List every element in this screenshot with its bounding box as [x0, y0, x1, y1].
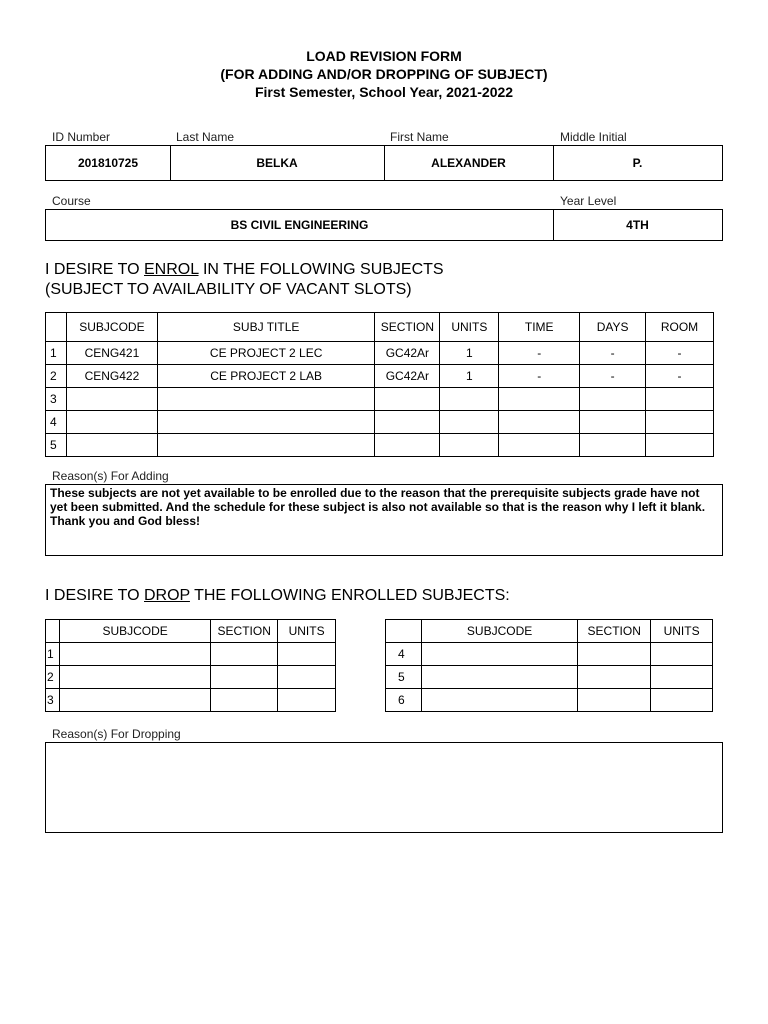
row-number: 1	[46, 342, 67, 365]
row-number: 2	[46, 365, 67, 388]
table-row	[46, 689, 336, 712]
subjcode-cell[interactable]	[66, 434, 157, 457]
table-row	[386, 666, 713, 689]
student-name-row	[45, 145, 723, 181]
room-cell[interactable]: -	[646, 365, 714, 388]
section-cell[interactable]	[211, 643, 278, 666]
days-cell[interactable]	[580, 388, 646, 411]
drop-heading-post: THE FOLLOWING ENROLLED SUBJECTS:	[189, 587, 510, 604]
subjtitle-cell[interactable]: CE PROJECT 2 LEC	[157, 342, 375, 365]
form-subtitle: (FOR ADDING AND/OR DROPPING OF SUBJECT)	[220, 66, 548, 82]
reason-adding-field[interactable]: These subjects are not yet available to be enrolled due to the reason that the prerequisite subjects grade have not yet been submitted. And the schedule for these subject is also not available so that is the reason why I left it blank. Thank you and God bless!	[45, 484, 723, 556]
section-cell[interactable]	[211, 689, 278, 712]
units-cell[interactable]	[440, 411, 499, 434]
subjcode-cell[interactable]	[66, 411, 157, 434]
table-row	[386, 643, 713, 666]
id-number-label: ID Number	[52, 130, 111, 144]
first-name-field[interactable]: ALEXANDER	[431, 156, 506, 170]
form-title: LOAD REVISION FORM	[306, 48, 462, 64]
enrol-heading-line2: (SUBJECT TO AVAILABILITY OF VACANT SLOTS)	[45, 281, 412, 298]
subjtitle-cell[interactable]	[157, 434, 375, 457]
enrol-heading-post: IN THE FOLLOWING SUBJECTS	[198, 261, 444, 278]
time-cell[interactable]: -	[499, 342, 580, 365]
last-name-field[interactable]: BELKA	[256, 156, 298, 170]
course-label: Course	[52, 194, 91, 208]
days-cell[interactable]	[580, 411, 646, 434]
table-row	[46, 666, 336, 689]
enrol-header-row	[46, 313, 714, 342]
units-cell[interactable]	[440, 434, 499, 457]
middle-initial-field[interactable]: P.	[632, 156, 643, 170]
drop-heading-pre: I DESIRE TO	[45, 587, 144, 604]
enrol-heading	[45, 260, 444, 280]
drop-right-header-num	[386, 620, 422, 643]
units-cell[interactable]: 1	[440, 342, 499, 365]
row-number: 1	[46, 643, 60, 666]
room-cell[interactable]: -	[646, 342, 714, 365]
drop-table-right	[385, 619, 713, 712]
drop-heading	[45, 586, 510, 606]
row-number: 6	[386, 689, 422, 712]
table-row	[46, 643, 336, 666]
drop-left-header-subjcode: SUBJCODE	[59, 620, 210, 643]
section-cell[interactable]: GC42Ar	[375, 365, 440, 388]
enrol-header-units: UNITS	[440, 313, 499, 342]
table-row	[46, 388, 714, 411]
reason-dropping-label: Reason(s) For Dropping	[52, 727, 181, 741]
drop-left-header-units: UNITS	[278, 620, 336, 643]
subjcode-cell[interactable]	[421, 689, 577, 712]
enrol-header-subjcode: SUBJCODE	[66, 313, 157, 342]
time-cell[interactable]	[499, 411, 580, 434]
section-cell[interactable]	[211, 666, 278, 689]
table-row	[46, 434, 714, 457]
drop-left-header-section: SECTION	[211, 620, 278, 643]
enrol-header-subjtitle: SUBJ TITLE	[157, 313, 375, 342]
first-name-label: First Name	[390, 130, 449, 144]
table-row	[46, 411, 714, 434]
enrol-heading-word: ENROL	[144, 261, 199, 278]
drop-right-header-units: UNITS	[651, 620, 713, 643]
subjcode-cell[interactable]	[421, 666, 577, 689]
days-cell[interactable]: -	[580, 342, 646, 365]
units-cell[interactable]	[278, 643, 336, 666]
units-cell[interactable]	[278, 689, 336, 712]
table-row	[386, 689, 713, 712]
subjtitle-cell[interactable]	[157, 411, 375, 434]
enrol-header-room: ROOM	[646, 313, 714, 342]
row-number: 4	[46, 411, 67, 434]
days-cell[interactable]	[580, 434, 646, 457]
subjcode-cell[interactable]	[66, 388, 157, 411]
room-cell[interactable]	[646, 434, 714, 457]
form-semester: First Semester, School Year, 2021-2022	[254, 84, 514, 100]
id-number-field[interactable]: 201810725	[77, 156, 139, 170]
units-cell[interactable]	[278, 666, 336, 689]
units-cell[interactable]: 1	[440, 365, 499, 388]
subjtitle-cell[interactable]	[157, 388, 375, 411]
enrol-table	[45, 312, 714, 457]
course-row	[45, 209, 723, 241]
subjcode-cell[interactable]	[59, 643, 210, 666]
subjcode-cell[interactable]: CENG421	[66, 342, 157, 365]
drop-left-header-num	[46, 620, 60, 643]
enrol-header-time: TIME	[499, 313, 580, 342]
time-cell[interactable]	[499, 388, 580, 411]
middle-initial-label: Middle Initial	[560, 130, 627, 144]
units-cell[interactable]	[651, 689, 713, 712]
row-number: 2	[46, 666, 60, 689]
year-level-field[interactable]: 4TH	[626, 218, 649, 232]
units-cell[interactable]	[651, 666, 713, 689]
units-cell[interactable]	[440, 388, 499, 411]
row-number: 5	[46, 434, 67, 457]
row-number: 5	[386, 666, 422, 689]
room-cell[interactable]	[646, 411, 714, 434]
days-cell[interactable]: -	[580, 365, 646, 388]
subjcode-cell[interactable]	[59, 666, 210, 689]
drop-left-header-row	[46, 620, 336, 643]
row-number: 4	[386, 643, 422, 666]
subjcode-cell[interactable]: CENG422	[66, 365, 157, 388]
section-cell[interactable]	[578, 643, 651, 666]
drop-table-left	[45, 619, 336, 712]
subjtitle-cell[interactable]: CE PROJECT 2 LAB	[157, 365, 375, 388]
table-row	[46, 342, 714, 365]
drop-heading-word: DROP	[144, 587, 190, 604]
section-cell[interactable]	[375, 434, 440, 457]
enrol-header-section: SECTION	[375, 313, 440, 342]
time-cell[interactable]	[499, 434, 580, 457]
units-cell[interactable]	[651, 643, 713, 666]
year-level-label: Year Level	[560, 194, 617, 208]
section-cell[interactable]	[375, 388, 440, 411]
section-cell[interactable]	[578, 689, 651, 712]
drop-right-header-row	[386, 620, 713, 643]
enrol-header-days: DAYS	[580, 313, 646, 342]
course-field[interactable]: BS CIVIL ENGINEERING	[230, 218, 369, 232]
table-row	[46, 365, 714, 388]
row-number: 3	[46, 689, 60, 712]
subjcode-cell[interactable]	[421, 643, 577, 666]
drop-right-header-section: SECTION	[578, 620, 651, 643]
reason-adding-label: Reason(s) For Adding	[52, 469, 169, 483]
time-cell[interactable]: -	[499, 365, 580, 388]
enrol-heading-pre: I DESIRE TO	[45, 261, 144, 278]
room-cell[interactable]	[646, 388, 714, 411]
reason-dropping-field[interactable]	[45, 742, 723, 833]
enrol-header-num	[46, 313, 67, 342]
section-cell[interactable]	[578, 666, 651, 689]
last-name-label: Last Name	[176, 130, 235, 144]
row-number: 3	[46, 388, 67, 411]
drop-right-header-subjcode: SUBJCODE	[421, 620, 577, 643]
section-cell[interactable]	[375, 411, 440, 434]
section-cell[interactable]: GC42Ar	[375, 342, 440, 365]
subjcode-cell[interactable]	[59, 689, 210, 712]
